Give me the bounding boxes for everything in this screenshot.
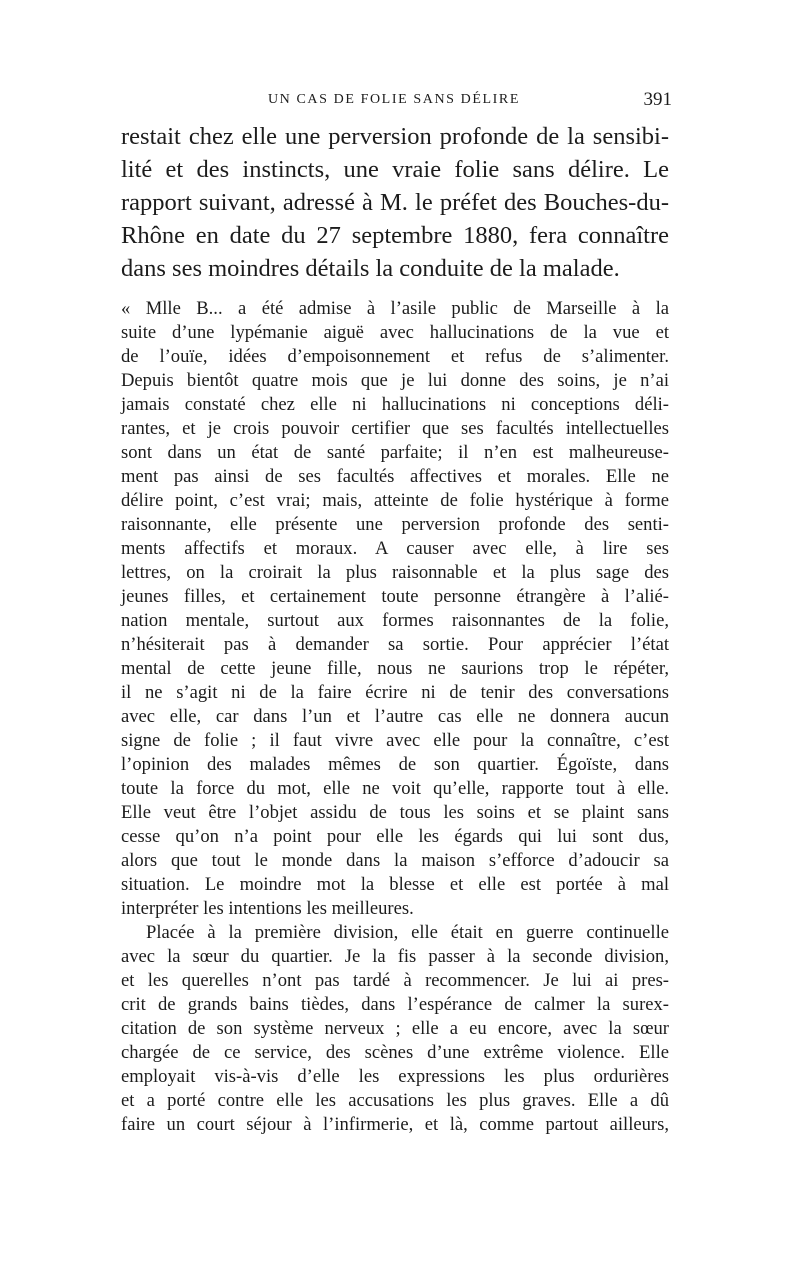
report-line: citation de son système nerveux ; elle a eu encore, avec la sœur <box>121 1018 669 1039</box>
report-line: Depuis bientôt quatre mois que je lui donne des soins, je n’ai <box>121 370 669 391</box>
report-line: et a porté contre elle les accusations les plus graves. Elle a dû <box>121 1090 669 1111</box>
report-line: crit de grands bains tièdes, dans l’espérance de calmer la surex- <box>121 994 669 1015</box>
running-title: UN CAS DE FOLIE SANS DÉLIRE <box>267 92 521 107</box>
report-line: n’hésiterait pas à demander sa sortie. Pour apprécier l’état <box>121 634 669 655</box>
report-line: signe de folie ; il faut vivre avec elle pour la connaître, c’est <box>121 730 669 751</box>
intro-line: Rhône en date du 27 septembre 1880, fera connaître <box>121 222 669 249</box>
report-line: et les querelles n’ont pas tardé à recommencer. Je lui ai pres- <box>121 970 669 991</box>
report-line: avec elle, car dans l’un et l’autre cas elle ne donnera aucun <box>121 706 669 727</box>
report-line: raisonnante, elle présente une perversion profonde des senti- <box>121 514 669 535</box>
report-line: Placée à la première division, elle était en guerre continuelle <box>146 922 669 943</box>
report-line: l’opinion des malades mêmes de son quartier. Égoïste, dans <box>121 754 669 775</box>
report-line: alors que tout le monde dans la maison s’efforce d’adoucir sa <box>121 850 669 871</box>
report-line: interpréter les intentions les meilleures. <box>121 898 414 919</box>
intro-line: restait chez elle une perversion profonde de la sensibi- <box>121 123 669 150</box>
page-number: 391 <box>643 89 672 110</box>
report-line: suite d’une lypémanie aiguë avec hallucinations de la vue et <box>121 322 669 343</box>
report-line: jamais constaté chez elle ni hallucinations ni conceptions déli- <box>121 394 669 415</box>
report-line: sont dans un état de santé parfaite; il n’en est malheureuse- <box>121 442 669 463</box>
intro-line: rapport suivant, adressé à M. le préfet des Bouches-du- <box>121 189 669 216</box>
report-line: rantes, et je crois pouvoir certifier que ses facultés intellectuelles <box>121 418 669 439</box>
report-line: il ne s’agit ni de la faire écrire ni de tenir des conversations <box>121 682 669 703</box>
report-line: cesse qu’on n’a point pour elle les égards qui lui sont dus, <box>121 826 669 847</box>
report-line: ment pas ainsi de ses facultés affectives et morales. Elle ne <box>121 466 669 487</box>
report-line: situation. Le moindre mot la blesse et elle est portée à mal <box>121 874 669 895</box>
report-line: ments affectifs et moraux. A causer avec elle, à lire ses <box>121 538 669 559</box>
report-line: chargée de ce service, des scènes d’une extrême violence. Elle <box>121 1042 669 1063</box>
report-line: « Mlle B... a été admise à l’asile public de Marseille à la <box>121 298 669 319</box>
intro-line: lité et des instincts, une vraie folie sans délire. Le <box>121 156 669 183</box>
report-line: employait vis-à-vis d’elle les expressions les plus ordurières <box>121 1066 669 1087</box>
report-line: Elle veut être l’objet assidu de tous les soins et se plaint sans <box>121 802 669 823</box>
report-line: lettres, on la croirait la plus raisonnable et la plus sage des <box>121 562 669 583</box>
report-line: mental de cette jeune fille, nous ne saurions trop le répéter, <box>121 658 669 679</box>
report-line: toute la force du mot, elle ne voit qu’elle, rapporte tout à elle. <box>121 778 669 799</box>
report-line: nation mentale, surtout aux formes raisonnantes de la folie, <box>121 610 669 631</box>
report-line: faire un court séjour à l’infirmerie, et là, comme partout ailleurs, <box>121 1114 669 1135</box>
intro-line: dans ses moindres détails la conduite de la malade. <box>121 255 620 282</box>
report-line: délire point, c’est vrai; mais, atteinte de folie hystérique à forme <box>121 490 669 511</box>
report-line: jeunes filles, et certainement toute personne étrangère à l’alié- <box>121 586 669 607</box>
report-line: de l’ouïe, idées d’empoisonnement et refus de s’alimenter. <box>121 346 669 367</box>
report-line: avec la sœur du quartier. Je la fis passer à la seconde division, <box>121 946 669 967</box>
